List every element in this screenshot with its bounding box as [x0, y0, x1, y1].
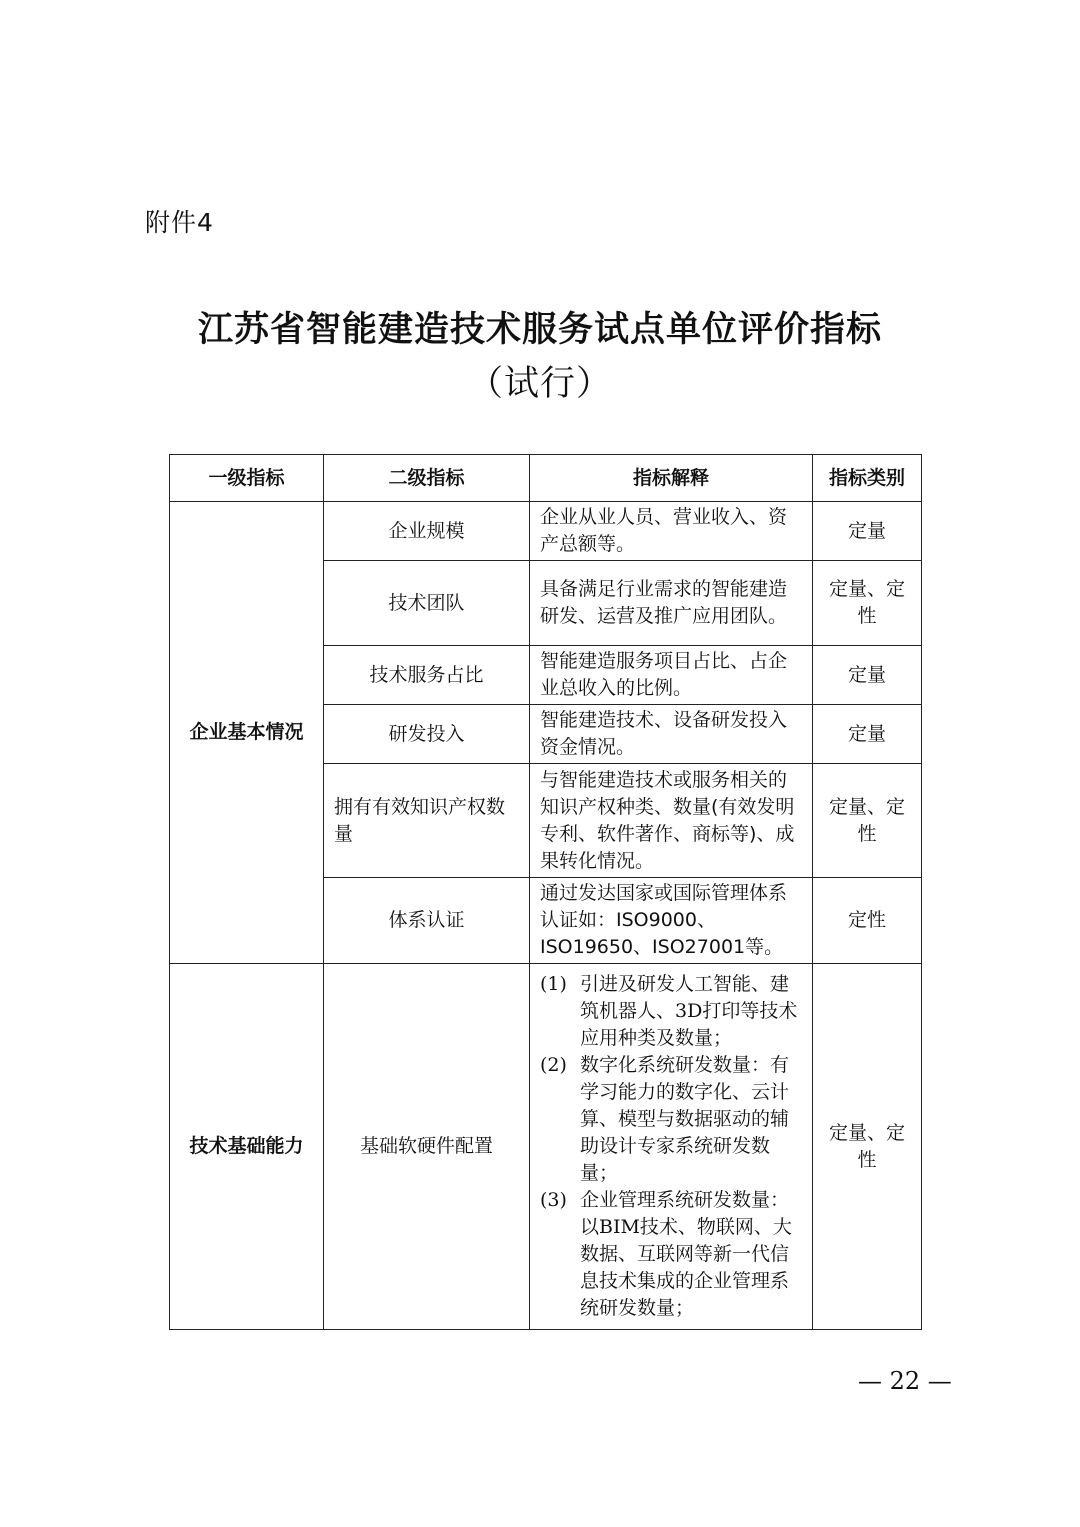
category-cell: 定性: [813, 878, 922, 964]
level2-cell: 基础软硬件配置: [324, 964, 530, 1330]
category-cell: 定量、定性: [813, 964, 922, 1330]
list-item-text: 数字化系统研发数量：有学习能力的数字化、云计算、模型与数据驱动的辅助设计专家系统研发数量；: [580, 1054, 790, 1184]
explanation-cell: 与智能建造技术或服务相关的知识产权种类、数量(有效发明专利、软件著作、商标等)、成果转化情况。: [530, 764, 813, 878]
list-item-text: 引进及研发人工智能、建筑机器人、3D打印等技术应用种类及数量；: [580, 973, 798, 1049]
header-explanation: 指标解释: [530, 455, 813, 502]
explanation-cell: 具备满足行业需求的智能建造研发、运营及推广应用团队。: [530, 561, 813, 646]
level2-cell: 研发投入: [324, 705, 530, 764]
list-item-text: 企业管理系统研发数量：以BIM技术、物联网、大数据、互联网等新一代信息技术集成的企业管理系统研发数量；: [580, 1189, 792, 1319]
level2-cell: 体系认证: [324, 878, 530, 964]
header-level2: 二级指标: [324, 455, 530, 502]
explanation-cell: [530, 964, 813, 1330]
list-item-number: (1): [540, 973, 567, 995]
category-cell: 定量、定性: [813, 561, 922, 646]
list-item: [540, 1187, 804, 1322]
level1-cell: 企业基本情况: [170, 502, 324, 964]
document-title: 江苏省智能建造技术服务试点单位评价指标: [197, 310, 882, 350]
category-cell: 定量: [813, 705, 922, 764]
level2-cell: 技术团队: [324, 561, 530, 646]
page-number: — 22 —: [858, 1367, 952, 1395]
header-category: 指标类别: [813, 455, 922, 502]
level2-cell: 企业规模: [324, 502, 530, 561]
explanation-cell: 通过发达国家或国际管理体系认证如：ISO9000、ISO19650、ISO27001等。: [530, 878, 813, 964]
header-level1: 一级指标: [170, 455, 324, 502]
category-cell: 定量: [813, 502, 922, 561]
table-header-row: [170, 455, 922, 502]
evaluation-index-table: [169, 454, 922, 1330]
document-subtitle: （试行）: [467, 364, 612, 404]
category-cell: 定量、定性: [813, 764, 922, 878]
table-row: [170, 502, 922, 561]
list-item: [540, 971, 804, 1052]
attachment-label: 附件4: [145, 208, 214, 237]
level2-cell: 技术服务占比: [324, 646, 530, 705]
explanation-cell: 智能建造服务项目占比、占企业总收入的比例。: [530, 646, 813, 705]
level2-cell: 拥有有效知识产权数量: [324, 764, 530, 878]
explanation-list: [540, 971, 804, 1322]
table-row: [170, 964, 922, 1330]
category-cell: 定量: [813, 646, 922, 705]
level1-cell: 技术基础能力: [170, 964, 324, 1330]
list-item-number: (3): [540, 1189, 567, 1211]
list-item: [540, 1052, 804, 1187]
explanation-cell: 企业从业人员、营业收入、资产总额等。: [530, 502, 813, 561]
list-item-number: (2): [540, 1054, 567, 1076]
explanation-cell: 智能建造技术、设备研发投入资金情况。: [530, 705, 813, 764]
